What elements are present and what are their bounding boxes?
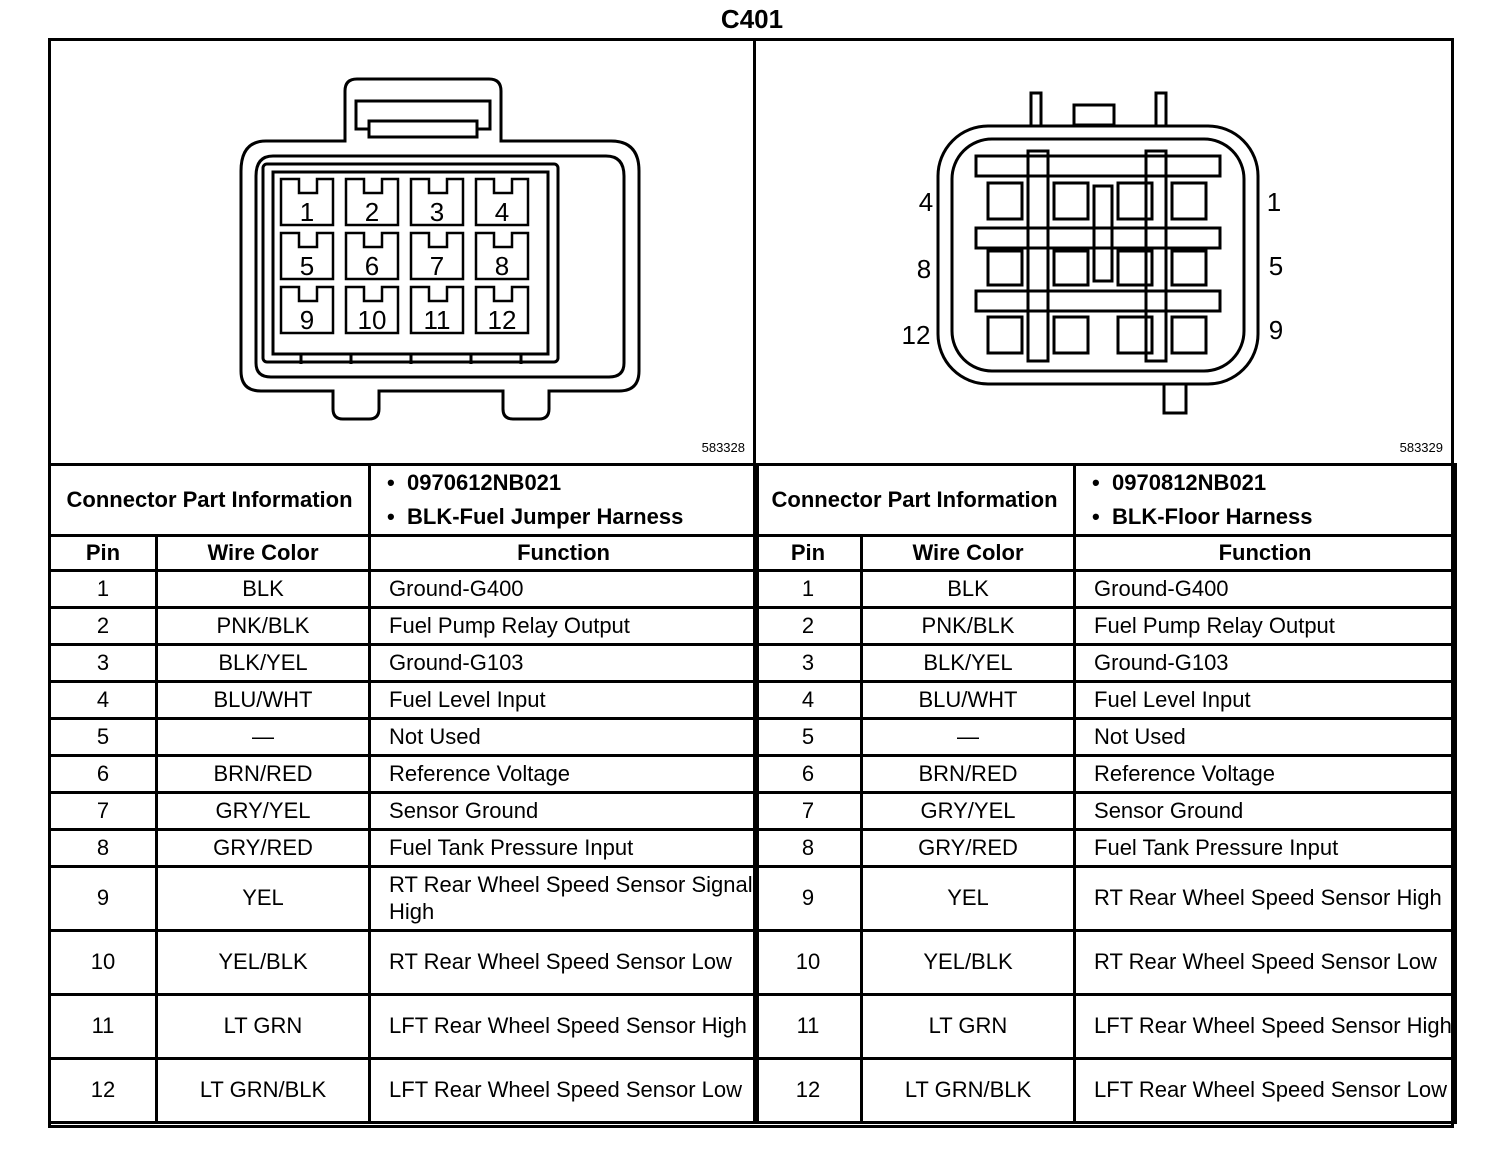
left-pin-label: 10	[357, 305, 387, 335]
left-pin-label: 1	[299, 197, 315, 227]
function-cell: Sensor Ground	[1075, 793, 1456, 830]
right-figure-number: 583329	[1399, 440, 1443, 455]
table-row	[755, 867, 1456, 931]
wire-color-cell: BLK	[862, 571, 1075, 608]
function-cell: Fuel Level Input	[370, 682, 758, 719]
pin-cell: 7	[50, 793, 157, 830]
pin-cell: 11	[50, 995, 157, 1059]
right-header-row	[755, 536, 1456, 571]
pin-header: Pin	[50, 536, 157, 571]
wire-color-cell: LT GRN	[157, 995, 370, 1059]
right-pin-label-9: 9	[1268, 315, 1284, 345]
pin-cell: 11	[755, 995, 862, 1059]
wire-color-cell: BLU/WHT	[862, 682, 1075, 719]
left-pin-label: 8	[494, 251, 510, 281]
wire-color-cell: LT GRN/BLK	[157, 1059, 370, 1123]
pin-cell: 10	[755, 931, 862, 995]
function-cell: Fuel Pump Relay Output	[1075, 608, 1456, 645]
function-cell: Fuel Pump Relay Output	[370, 608, 758, 645]
pin-cell: 6	[50, 756, 157, 793]
function-cell: LFT Rear Wheel Speed Sensor High	[1075, 995, 1456, 1059]
wire-color-cell: BLK/YEL	[157, 645, 370, 682]
wire-color-cell: PNK/BLK	[862, 608, 1075, 645]
function-cell: RT Rear Wheel Speed Sensor High	[1075, 867, 1456, 931]
wire-color-cell: LT GRN	[862, 995, 1075, 1059]
function-cell: Reference Voltage	[370, 756, 758, 793]
left-connector-info-row	[50, 465, 758, 536]
function-cell: Reference Voltage	[1075, 756, 1456, 793]
function-header: Function	[370, 536, 758, 571]
table-row	[50, 645, 758, 682]
right-cavity-grid	[988, 183, 1206, 353]
table-row	[755, 756, 1456, 793]
table-row	[755, 682, 1456, 719]
pin-cell: 10	[50, 931, 157, 995]
left-pin-label: 12	[487, 305, 517, 335]
wire-color-cell: GRY/RED	[862, 830, 1075, 867]
wire-color-cell: YEL/BLK	[862, 931, 1075, 995]
function-cell: Fuel Tank Pressure Input	[1075, 830, 1456, 867]
table-row	[755, 931, 1456, 995]
left-pin-label: 6	[364, 251, 380, 281]
pin-header: Pin	[755, 536, 862, 571]
wire-color-cell: PNK/BLK	[157, 608, 370, 645]
function-cell: Not Used	[1075, 719, 1456, 756]
table-row	[50, 1059, 758, 1123]
pin-cell: 12	[755, 1059, 862, 1123]
wire-color-cell: BLK	[157, 571, 370, 608]
pin-cell: 6	[755, 756, 862, 793]
harness-description: • BLK-Fuel Jumper Harness	[407, 500, 756, 534]
function-cell: RT Rear Wheel Speed Sensor Low	[1075, 931, 1456, 995]
function-cell: LFT Rear Wheel Speed Sensor High	[370, 995, 758, 1059]
pin-cell: 1	[755, 571, 862, 608]
pin-cell: 2	[50, 608, 157, 645]
right-pin-label-5: 5	[1268, 251, 1284, 281]
function-cell: LFT Rear Wheel Speed Sensor Low	[370, 1059, 758, 1123]
right-pin-label-12: 12	[901, 320, 931, 350]
left-connector-panel	[51, 41, 753, 463]
part-number: • 0970812NB021	[1112, 466, 1454, 500]
table-row	[755, 608, 1456, 645]
table-row	[50, 793, 758, 830]
table-row	[755, 830, 1456, 867]
pin-cell: 9	[755, 867, 862, 931]
function-cell: Not Used	[370, 719, 758, 756]
left-pin-label: 7	[429, 251, 445, 281]
wire-color-header: Wire Color	[862, 536, 1075, 571]
pin-cell: 2	[755, 608, 862, 645]
wire-color-cell: —	[157, 719, 370, 756]
wire-color-cell: GRY/RED	[157, 830, 370, 867]
wire-color-cell: GRY/YEL	[157, 793, 370, 830]
connector-info-label: Connector Part Information	[755, 465, 1075, 536]
left-pin-label: 2	[364, 197, 380, 227]
wire-color-cell: —	[862, 719, 1075, 756]
pin-cell: 3	[755, 645, 862, 682]
left-pin-label: 4	[494, 197, 510, 227]
wire-color-cell: BLK/YEL	[862, 645, 1075, 682]
wire-color-cell: YEL	[157, 867, 370, 931]
pin-cell: 4	[755, 682, 862, 719]
right-connector-info-row	[755, 465, 1456, 536]
pin-cell: 12	[50, 1059, 157, 1123]
table-row	[755, 571, 1456, 608]
right-pin-table	[753, 463, 1457, 1124]
function-cell: LFT Rear Wheel Speed Sensor Low	[1075, 1059, 1456, 1123]
connector-info-bullets	[370, 465, 758, 536]
function-cell: Fuel Tank Pressure Input	[370, 830, 758, 867]
function-cell: Ground-G400	[370, 571, 758, 608]
pin-cell: 5	[755, 719, 862, 756]
function-cell: Ground-G400	[1075, 571, 1456, 608]
left-connector-face-icon	[51, 41, 753, 463]
left-pin-table	[48, 463, 759, 1124]
table-row	[755, 1059, 1456, 1123]
function-cell: RT Rear Wheel Speed Sensor Signal High	[370, 867, 758, 931]
table-row	[50, 995, 758, 1059]
table-row	[50, 608, 758, 645]
diagram-title: C401	[720, 4, 784, 34]
function-cell: Fuel Level Input	[1075, 682, 1456, 719]
wire-color-cell: YEL	[862, 867, 1075, 931]
left-pin-label: 5	[299, 251, 315, 281]
table-row	[50, 719, 758, 756]
pin-cell: 8	[50, 830, 157, 867]
wire-color-cell: BRN/RED	[157, 756, 370, 793]
pin-cell: 3	[50, 645, 157, 682]
left-pin-label: 3	[429, 197, 445, 227]
pin-cell: 4	[50, 682, 157, 719]
right-pin-label-4: 4	[918, 187, 934, 217]
left-header-row	[50, 536, 758, 571]
pin-cell: 5	[50, 719, 157, 756]
table-row	[50, 756, 758, 793]
wire-color-cell: YEL/BLK	[157, 931, 370, 995]
function-cell: Ground-G103	[1075, 645, 1456, 682]
part-number: • 0970612NB021	[407, 466, 756, 500]
function-header: Function	[1075, 536, 1456, 571]
connector-info-label: Connector Part Information	[50, 465, 370, 536]
right-pin-label-1: 1	[1266, 187, 1282, 217]
pin-cell: 8	[755, 830, 862, 867]
table-row	[50, 571, 758, 608]
table-row	[755, 793, 1456, 830]
table-row	[50, 867, 758, 931]
function-cell: Sensor Ground	[370, 793, 758, 830]
function-cell: Ground-G103	[370, 645, 758, 682]
pin-cell: 1	[50, 571, 157, 608]
harness-description: • BLK-Floor Harness	[1112, 500, 1454, 534]
table-row	[50, 682, 758, 719]
wire-color-cell: LT GRN/BLK	[862, 1059, 1075, 1123]
table-row	[50, 931, 758, 995]
wire-color-header: Wire Color	[157, 536, 370, 571]
table-row	[50, 830, 758, 867]
right-connector-face-icon	[756, 41, 1451, 463]
wire-color-cell: BRN/RED	[862, 756, 1075, 793]
right-connector-panel	[756, 41, 1451, 463]
right-pin-label-8: 8	[916, 254, 932, 284]
left-pin-label: 11	[423, 305, 451, 335]
table-row	[755, 719, 1456, 756]
table-row	[755, 645, 1456, 682]
left-figure-number: 583328	[701, 440, 745, 455]
connector-info-bullets	[1075, 465, 1456, 536]
left-pin-label: 9	[299, 305, 315, 335]
pin-cell: 7	[755, 793, 862, 830]
function-cell: RT Rear Wheel Speed Sensor Low	[370, 931, 758, 995]
pin-cell: 9	[50, 867, 157, 931]
table-row	[755, 995, 1456, 1059]
wire-color-cell: BLU/WHT	[157, 682, 370, 719]
wire-color-cell: GRY/YEL	[862, 793, 1075, 830]
